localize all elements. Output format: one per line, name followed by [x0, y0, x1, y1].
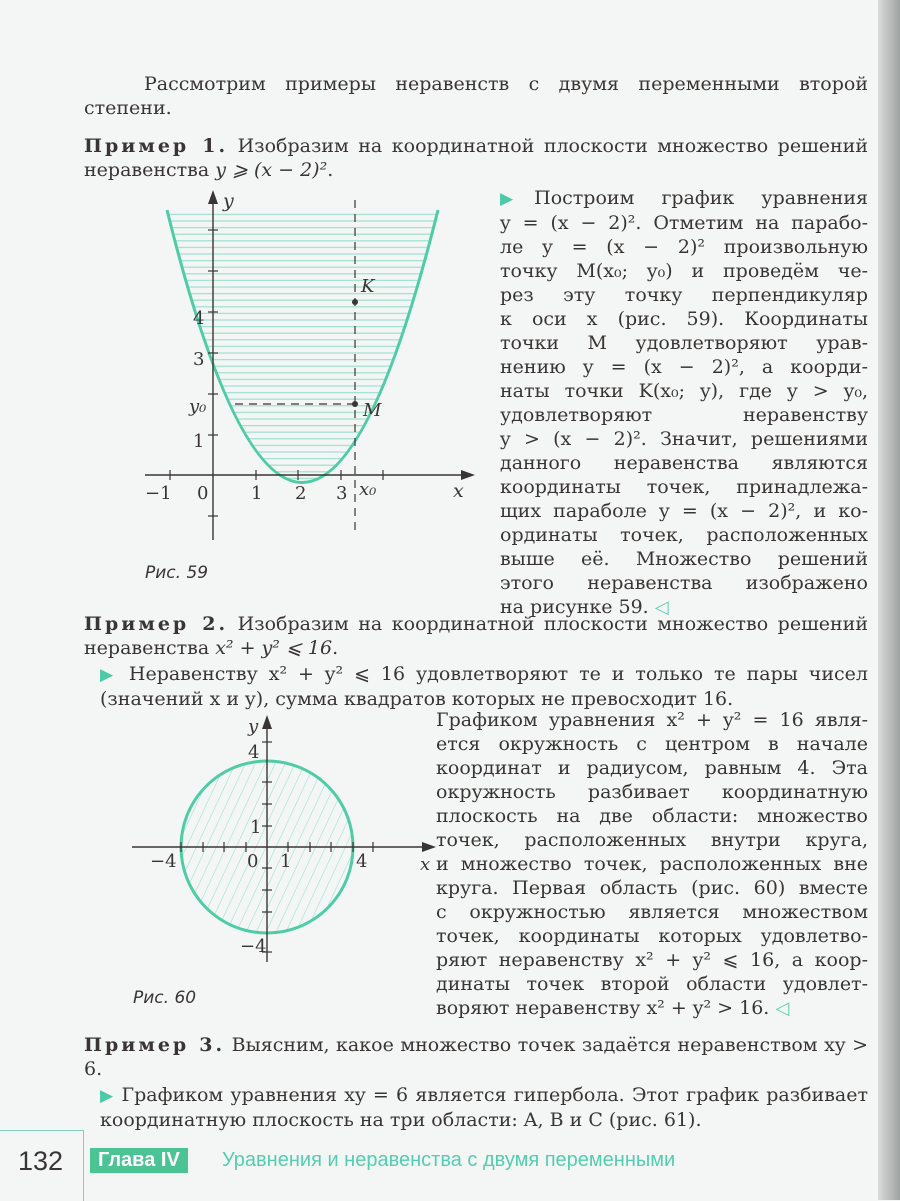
chapter-badge: Глава IV: [90, 1148, 188, 1173]
example1-task: [84, 134, 868, 182]
svg-text:1: 1: [251, 483, 263, 504]
figure-60-circle: [130, 712, 450, 982]
solution-line: координаты точек, принадлежа-: [500, 476, 868, 498]
triangle-marker-icon: ▶: [500, 189, 535, 209]
solution-line: координат и радиусом, равным 4. Эта: [436, 757, 868, 779]
solution-line: наты точки K(x₀; y), где y > y₀,: [500, 380, 868, 402]
svg-text:4: 4: [248, 742, 260, 763]
example1-solution: [500, 186, 868, 620]
solution-line: выше её. Множество решений: [500, 548, 868, 570]
example2-label: Пример 2.: [84, 613, 229, 635]
example3-task-text: Выясним, какое множество точек задаётся неравенством xy > 6.: [84, 1034, 868, 1080]
solution-line: точку M(x₀; y₀) и проведём че-: [500, 260, 868, 282]
intro-text: Рассмотрим примеры неравенств с двумя переменными второй степени.: [84, 73, 868, 119]
svg-text:1: 1: [193, 431, 205, 452]
example1-task-end: .: [327, 159, 334, 181]
chapter-title: Уравнения и неравенства с двумя переменными: [222, 1149, 676, 1171]
svg-text:1: 1: [250, 817, 262, 838]
solution-line: ординаты точек, расположенных: [500, 524, 868, 546]
triangle-marker-icon: ▶: [100, 1086, 115, 1106]
svg-text:x: x: [420, 854, 431, 875]
solution-line: и множество точек, расположенных вне: [436, 853, 868, 875]
solution-line: динаты точек второй области удовлет-: [436, 973, 868, 995]
example1-task-text: Изобразим на координатной плоскости множество решений неравенства: [84, 135, 868, 181]
intro-paragraph: [84, 72, 868, 120]
triangle-marker-icon: ▶: [100, 665, 118, 685]
svg-text:−1: −1: [145, 483, 172, 504]
svg-text:4: 4: [356, 851, 368, 872]
svg-text:−4: −4: [150, 851, 177, 872]
svg-text:−4: −4: [240, 936, 267, 957]
example3-task: [84, 1033, 868, 1081]
example2-lead: [100, 662, 868, 711]
example2-solution: [436, 708, 868, 1021]
solution-line: рез эту точку перпендикуляр: [500, 284, 868, 306]
solution-line: окружность разбивает координатную: [436, 781, 868, 803]
solution-line: этого неравенства изображено: [500, 572, 868, 594]
figure-59-parabola: [135, 185, 485, 545]
end-triangle-icon: ◁: [775, 998, 790, 1019]
svg-text:y: y: [223, 190, 234, 212]
figure-60-caption: Рис. 60: [133, 988, 197, 1008]
solution-line: ле y = (x − 2)² произвольную: [500, 236, 868, 258]
solution-line: y > (x − 2)². Значит, решениями: [500, 428, 868, 450]
svg-text:K: K: [361, 276, 375, 297]
page-edge-shadow: [878, 0, 900, 1200]
solution-line: данного неравенства являются: [500, 452, 868, 474]
solution-line: точек, расположенных внутри круга,: [436, 829, 868, 851]
solution-line: точки M удовлетворяют урав-: [500, 332, 868, 354]
svg-text:0: 0: [247, 851, 259, 872]
example2-task: [84, 612, 868, 660]
svg-text:x: x: [453, 480, 464, 502]
example2-lead-text: Неравенству x² + y² ⩽ 16 удовлетворяют те и только те пары чисел (значений x и y), сумма квадратов которых не превосходит 16.: [100, 663, 868, 710]
solution-line: к оси x (рис. 59). Координаты: [500, 308, 868, 330]
example2-inequality: x² + y² ⩽ 16: [215, 637, 333, 659]
figure-59-caption: Рис. 59: [145, 563, 209, 583]
svg-text:2: 2: [295, 483, 307, 504]
solution-line: y = (x − 2)². Отметим на парабо-: [500, 212, 868, 234]
example3-lead: [100, 1083, 868, 1132]
solution-line: ▶Построим график уравнения: [500, 187, 868, 209]
page-number: 132: [18, 1146, 64, 1176]
example2-task-text: Изобразим на координатной плоскости множество решений неравенства: [84, 613, 868, 659]
solution-line: Графиком уравнения x² + y² = 16 явля-: [436, 709, 868, 731]
svg-text:3: 3: [336, 483, 348, 504]
solution-line: ряют неравенству x² + y² ⩽ 16, а коор-: [436, 949, 868, 971]
solution-line: нению y = (x − 2)², а коорди-: [500, 356, 868, 378]
example3-lead-text: Графиком уравнения xy = 6 является гипербола. Этот график разбивает координатную плоскость на три области: A, B и C (рис. 61).: [100, 1084, 868, 1131]
example1-label: Пример 1.: [84, 135, 229, 157]
solution-line: ется окружность с центром в начале: [436, 733, 868, 755]
svg-text:y₀: y₀: [189, 396, 207, 417]
svg-text:y: y: [248, 716, 259, 737]
solution-line: щих параболе y = (x − 2)², и ко-: [500, 500, 868, 522]
svg-text:M: M: [363, 400, 382, 421]
solution-line: воряют неравенству x² + y² > 16. ◁: [436, 997, 790, 1019]
svg-text:3: 3: [193, 349, 205, 370]
example1-inequality: y ⩾ (x − 2)²: [215, 159, 328, 181]
end-triangle-icon: ◁: [654, 597, 669, 618]
solution-line: плоскость на две области: множество: [436, 805, 868, 827]
solution-line: с окружностью является множеством: [436, 901, 868, 923]
svg-text:0: 0: [197, 483, 209, 504]
solution-line: удовлетворяют неравенству: [500, 404, 868, 426]
svg-text:4: 4: [193, 308, 205, 329]
svg-text:x₀: x₀: [359, 479, 377, 500]
solution-line: круга. Первая область (рис. 60) вместе: [436, 877, 868, 899]
solution-line: точек, координаты которых удовлетво-: [436, 925, 868, 947]
solution-line: на рисунке 59. ◁: [500, 596, 669, 618]
svg-text:1: 1: [280, 851, 292, 872]
example2-task-end: .: [332, 637, 339, 659]
example3-label: Пример 3.: [84, 1034, 226, 1056]
